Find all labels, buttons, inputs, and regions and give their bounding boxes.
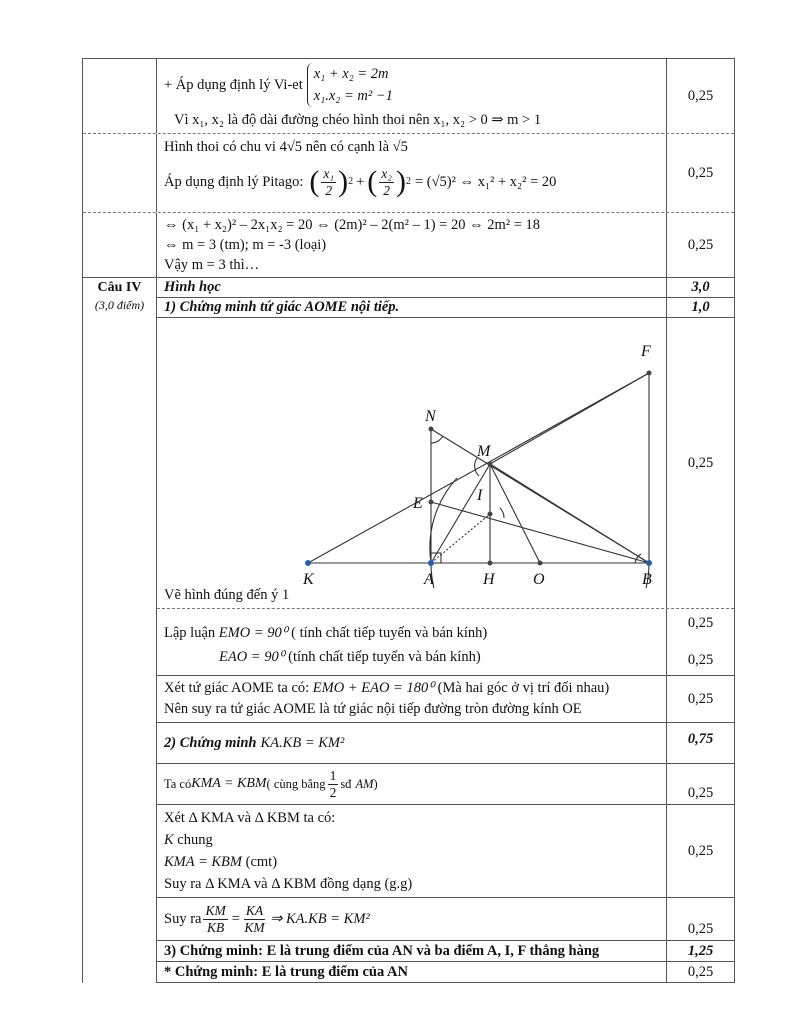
angle-mark-N: [431, 436, 443, 443]
label-B: B: [642, 571, 652, 588]
math: KA.KB = KM²: [260, 735, 345, 751]
table-row: [157, 804, 734, 897]
score-cell: 0,25: [687, 236, 714, 253]
angle-eao-line: [164, 645, 659, 669]
conclusion: Vậy m = 3 thì…: [164, 257, 260, 273]
arc-left: [430, 478, 457, 563]
score-cell: 0,25: [687, 921, 714, 937]
table-row: [157, 297, 734, 317]
score-cell: 0,25: [687, 164, 714, 181]
line-AM: [431, 464, 490, 563]
part-title-cell: [157, 723, 667, 763]
score-cell: 1,0: [691, 299, 710, 315]
denominator: KB: [206, 919, 225, 935]
label-H: H: [483, 571, 495, 588]
table-row: [157, 317, 734, 608]
label-K: K: [303, 571, 314, 588]
text: (cmt): [242, 854, 278, 870]
math: 4√5: [279, 139, 303, 155]
label-O: O: [533, 571, 545, 588]
fraction: [203, 903, 227, 936]
score-cell: 1,25: [687, 942, 714, 959]
point-I: [488, 512, 493, 517]
viet-system: [307, 63, 393, 107]
line-MB: [490, 464, 649, 563]
text: (tính chất tiếp tuyến và bán kính): [284, 649, 481, 665]
viet-intro: + Áp dụng định lý Vi-et: [164, 77, 303, 93]
angle-mark-M: [475, 458, 479, 476]
numerator: KM: [205, 902, 226, 918]
perimeter-line: [164, 136, 659, 158]
table-row: [83, 133, 734, 212]
score-cell: 0,25: [687, 454, 714, 471]
question-iv-block: [83, 277, 734, 983]
equal-angles: [164, 851, 659, 873]
fraction: [379, 166, 394, 199]
math: EMO + EAO = 180⁰: [312, 680, 435, 696]
label-N: N: [425, 408, 436, 425]
score-cell: 0,25: [687, 785, 714, 801]
math: EAO = 90⁰: [219, 649, 285, 665]
table-row: [157, 897, 734, 940]
content-cell: [157, 764, 667, 804]
table-row: [157, 675, 734, 722]
text: ( tính chất tiếp tuyến và bán kính): [291, 625, 488, 641]
part-title: 3) Chứng minh: E là trung điểm của AN và ba điểm A, I, F thẳng hàng: [157, 941, 667, 961]
table-row: [157, 608, 734, 675]
math: ⇒ KA.KB = KM²: [270, 911, 370, 927]
viet-eq-1: x₁ + x₂ = 2m: [313, 66, 389, 82]
table-row: [83, 212, 734, 277]
numerator: KA: [245, 902, 264, 918]
denominator: 2: [325, 182, 333, 198]
text: Xét tứ giác AOME ta có:: [164, 680, 313, 696]
equation: = (√5)² ⇔ x₁² + x₂² = 20: [414, 174, 557, 190]
numerator: x₁: [323, 165, 335, 181]
point-K: [305, 560, 311, 566]
numerator: x₂: [381, 165, 392, 181]
text: Áp dụng định lý Pitago:: [164, 174, 304, 190]
question-cell: [83, 213, 157, 277]
point-O: [538, 561, 543, 566]
content-cell: [157, 609, 667, 675]
figure-cell: [157, 318, 667, 608]
question-cell: [83, 59, 157, 133]
table-row: [157, 278, 734, 297]
content-cell: [157, 676, 667, 722]
text: sđ: [340, 777, 352, 791]
text: Ta có: [164, 777, 192, 791]
score-cell: 3,0: [691, 279, 710, 295]
line-AI: [431, 514, 490, 563]
answer-table: [82, 58, 735, 983]
table-row: [157, 722, 734, 763]
point-F: [647, 371, 652, 376]
text: Suy ra: [164, 911, 202, 927]
positivity-condition: Vì x₁, x₂ là độ dài đường chéo hình thoi nên x₁, x₂ > 0 ⇒ m > 1: [174, 112, 542, 128]
label-F: F: [641, 343, 651, 360]
math: K: [164, 832, 174, 848]
similarity-conclusion: Suy ra Δ KMA và Δ KBM đồng dạng (g.g): [164, 876, 413, 892]
text: nên có cạnh là: [302, 139, 393, 155]
math: KMA = KBM: [191, 776, 267, 791]
label-I: I: [477, 487, 483, 504]
question-iv-body: [157, 278, 734, 983]
content-cell: [157, 805, 667, 897]
line-KF: [308, 373, 649, 563]
fraction: [321, 166, 336, 199]
question-points: (3,0 điểm): [94, 298, 145, 312]
consider-triangles: Xét Δ KMA và Δ KBM ta có:: [164, 810, 336, 826]
sum-angles-line: [164, 678, 659, 699]
score-cell: 0,25: [687, 842, 714, 859]
equation-line-2: ⇔ m = 3 (tm); m = -3 (loại): [164, 237, 327, 253]
point-M: [488, 462, 493, 467]
text: ( cùng bằng: [266, 777, 326, 791]
text: Lập luận: [164, 625, 219, 641]
line-FM: [490, 373, 649, 464]
figure-caption: Vẽ hình đúng đến ý 1: [164, 587, 290, 603]
label-E: E: [413, 495, 423, 512]
line-MO: [490, 464, 540, 563]
text: chung: [173, 832, 213, 848]
label-M: M: [477, 443, 491, 460]
point-A: [428, 560, 434, 566]
denominator: 2: [383, 182, 390, 198]
common-angle: [164, 829, 659, 851]
content-cell: [157, 134, 667, 212]
point-N: [429, 427, 434, 432]
conclusion: Nên suy ra tứ giác AOME là tứ giác nội tiếp đường tròn đường kính OE: [164, 701, 582, 717]
point-B: [646, 560, 652, 566]
denominator: KM: [244, 919, 265, 935]
content-cell: Suy ra $\frac{KM}{KB}$ = $\frac{KA}{KM}$ ⇒ KA.KB = KM²: [157, 898, 667, 940]
score-cell: 0,25: [687, 963, 714, 980]
angle-mark-I: [500, 508, 504, 518]
question-label-cell: [83, 278, 157, 983]
numerator: 1: [329, 767, 337, 783]
score-cell: 0,75: [687, 731, 714, 747]
table-row: [83, 58, 734, 133]
point-H: [488, 561, 493, 566]
section-title: Hình học: [157, 278, 667, 297]
table-row: [157, 940, 734, 961]
line-EB: [431, 502, 649, 563]
content-cell: [157, 59, 667, 133]
score-cell: 0,25: [687, 87, 714, 104]
math: KMA = KBM: [164, 854, 242, 870]
math: EMO = 90⁰: [218, 625, 288, 641]
content-cell: [157, 213, 667, 277]
denominator: 2: [329, 784, 337, 800]
part-title: * Chứng minh: E là trung điểm của AN: [157, 962, 667, 982]
score-2: 0,25: [687, 652, 714, 668]
math: AM: [355, 777, 374, 791]
geometry-figure: [157, 318, 665, 588]
pythagoras-line: Áp dụng định lý Pitago: ( $\frac{\text{x₁}}{2}$ ) 2 + ( $\frac{\text{x₂}}{2}$ ) 2 = (√5)² ⇔ x₁² + x₂² = 20: [164, 165, 557, 198]
question-label: Câu IV: [97, 280, 142, 295]
part-title: 1) Chứng minh tứ giác AOME nội tiếp.: [157, 298, 667, 317]
text: Hình thoi có chu vi: [164, 139, 280, 155]
fraction: [328, 768, 339, 801]
table-row: [157, 763, 734, 804]
score-cell: 0,25: [687, 690, 714, 707]
score-cell: [667, 609, 734, 675]
label-A: A: [424, 571, 434, 588]
fraction: [244, 903, 265, 936]
part-title: 2) Chứng minh: [164, 735, 257, 751]
equation-line-1: ⇔ (x₁ + x₂)² – 2x₁x₂ = 20 ⇔ (2m)² – 2(m² – 1) = 20 ⇔ 2m² = 18: [164, 217, 541, 233]
question-cell: [83, 134, 157, 212]
table-row: [157, 961, 734, 983]
viet-eq-2: x₁.x₂ = m² −1: [313, 88, 393, 104]
point-E: [429, 500, 434, 505]
score-1: 0,25: [687, 615, 714, 631]
angle-emo-line: [164, 621, 659, 645]
text: ): [373, 777, 378, 791]
math: √5: [392, 139, 408, 155]
text: (Mà hai góc ở vị trí đối nhau): [434, 680, 610, 696]
